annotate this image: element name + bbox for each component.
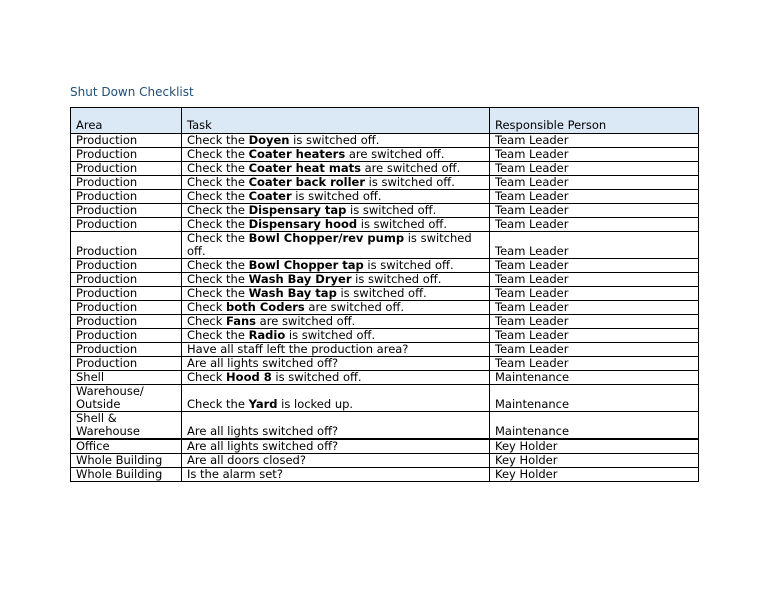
task-text: is locked up. (277, 397, 354, 411)
task-item-bold: Yard (248, 397, 278, 411)
cell-area: Whole Building (71, 468, 182, 482)
cell-responsible: Team Leader (490, 273, 699, 287)
cell-responsible: Maintenance (490, 412, 699, 440)
task-text: Is the alarm set? (187, 467, 283, 481)
cell-area: Production (71, 190, 182, 204)
cell-task (182, 190, 490, 204)
cell-area: Whole Building (71, 454, 182, 468)
table-row (71, 357, 699, 371)
task-text: is switched off. (285, 328, 376, 342)
cell-task (182, 357, 490, 371)
task-item-bold: Wash Bay Dryer (248, 272, 352, 286)
table-row (71, 232, 699, 259)
cell-task (182, 385, 490, 412)
cell-area: Production (71, 259, 182, 273)
task-text: is switched off. (187, 231, 472, 258)
table-row (71, 162, 699, 176)
task-item-bold: Coater heat mats (248, 161, 361, 175)
table-row (71, 412, 699, 440)
cell-area: Production (71, 343, 182, 357)
cell-task (182, 287, 490, 301)
cell-task (182, 454, 490, 468)
task-text: is switched off. (289, 133, 380, 147)
table-body (71, 134, 699, 482)
task-text: Have all staff left the production area? (187, 342, 409, 356)
task-text: is switched off. (271, 370, 362, 384)
cell-area: Production (71, 329, 182, 343)
task-text: are switched off. (304, 300, 405, 314)
table-row (71, 190, 699, 204)
cell-area: Shell (71, 371, 182, 385)
task-text: is switched off. (363, 258, 454, 272)
task-item-bold: Doyen (248, 133, 290, 147)
cell-responsible: Team Leader (490, 287, 699, 301)
task-item-bold: Coater (248, 189, 292, 203)
cell-responsible: Team Leader (490, 162, 699, 176)
table-row (71, 371, 699, 385)
task-text: Are all lights switched off? (187, 439, 339, 453)
table-row (71, 343, 699, 357)
table-row (71, 134, 699, 148)
table-row (71, 439, 699, 454)
cell-task (182, 148, 490, 162)
checklist-table (70, 107, 699, 482)
cell-area: Production (71, 357, 182, 371)
cell-responsible: Team Leader (490, 176, 699, 190)
task-item-bold: Hood 8 (226, 370, 272, 384)
task-text: Check the (187, 189, 249, 203)
cell-task (182, 204, 490, 218)
page-title: Shut Down Checklist (70, 85, 194, 99)
cell-responsible: Team Leader (490, 218, 699, 232)
cell-area: Production (71, 287, 182, 301)
task-text: Check the (187, 286, 249, 300)
cell-area: Production (71, 232, 182, 259)
cell-task (182, 315, 490, 329)
task-text: is switched off. (336, 286, 427, 300)
table-row (71, 468, 699, 482)
task-text: is switched off. (351, 272, 442, 286)
task-text: Check the (187, 397, 249, 411)
cell-area: Production (71, 204, 182, 218)
cell-responsible: Team Leader (490, 343, 699, 357)
cell-task (182, 232, 490, 259)
task-item-bold: Wash Bay tap (248, 286, 337, 300)
cell-responsible: Team Leader (490, 190, 699, 204)
table-row (71, 329, 699, 343)
cell-area: Production (71, 218, 182, 232)
table-header-row (71, 108, 699, 134)
task-text: Check the (187, 272, 249, 286)
cell-area: Production (71, 134, 182, 148)
cell-responsible: Maintenance (490, 371, 699, 385)
table-row (71, 287, 699, 301)
task-text: Check (187, 314, 227, 328)
column-header-responsible: Responsible Person (490, 108, 699, 134)
task-text: Check (187, 300, 227, 314)
cell-area: Production (71, 315, 182, 329)
cell-responsible: Team Leader (490, 301, 699, 315)
cell-task (182, 218, 490, 232)
task-item-bold: Dispensary tap (248, 203, 347, 217)
cell-task (182, 273, 490, 287)
cell-responsible: Team Leader (490, 134, 699, 148)
cell-responsible: Key Holder (490, 468, 699, 482)
table-row (71, 301, 699, 315)
task-text: Are all lights switched off? (187, 424, 339, 438)
cell-responsible: Key Holder (490, 439, 699, 454)
task-item-bold: both Coders (226, 300, 305, 314)
table-row (71, 148, 699, 162)
task-text: are switched off. (360, 161, 461, 175)
task-text: are switched off. (256, 314, 356, 328)
table-row (71, 454, 699, 468)
task-text: Check (187, 370, 227, 384)
cell-responsible: Key Holder (490, 454, 699, 468)
task-text: Check the (187, 217, 249, 231)
task-text: Check the (187, 133, 249, 147)
cell-task (182, 371, 490, 385)
table-row (71, 259, 699, 273)
task-text: Check the (187, 203, 249, 217)
cell-area: Production (71, 148, 182, 162)
task-text: Check the (187, 147, 249, 161)
task-text: are switched off. (345, 147, 445, 161)
cell-task (182, 412, 490, 440)
cell-area: Production (71, 176, 182, 190)
cell-responsible: Maintenance (490, 385, 699, 412)
task-item-bold: Dispensary hood (248, 217, 358, 231)
cell-responsible: Team Leader (490, 315, 699, 329)
cell-task (182, 301, 490, 315)
task-text: Are all doors closed? (187, 453, 306, 467)
task-text: Check the (187, 258, 249, 272)
task-item-bold: Fans (226, 314, 257, 328)
cell-responsible: Team Leader (490, 329, 699, 343)
task-item-bold: Bowl Chopper/rev pump (248, 231, 405, 245)
task-text: Are all lights switched off? (187, 356, 339, 370)
cell-area: Shell & Warehouse (71, 412, 182, 440)
task-text: Check the (187, 231, 249, 245)
cell-responsible: Team Leader (490, 148, 699, 162)
cell-responsible: Team Leader (490, 232, 699, 259)
task-text: is switched off. (365, 175, 455, 189)
cell-task (182, 343, 490, 357)
cell-area: Office (71, 439, 182, 454)
table-row (71, 218, 699, 232)
task-text: Check the (187, 175, 249, 189)
table-row (71, 315, 699, 329)
task-text: is switched off. (291, 189, 382, 203)
cell-task (182, 468, 490, 482)
cell-responsible: Team Leader (490, 357, 699, 371)
task-item-bold: Radio (248, 328, 286, 342)
cell-responsible: Team Leader (490, 259, 699, 273)
cell-task (182, 259, 490, 273)
task-item-bold: Bowl Chopper tap (248, 258, 364, 272)
task-item-bold: Coater heaters (248, 147, 346, 161)
column-header-area: Area (71, 108, 182, 134)
table-row (71, 385, 699, 412)
cell-task (182, 176, 490, 190)
table-row (71, 273, 699, 287)
cell-task (182, 162, 490, 176)
cell-task (182, 329, 490, 343)
table-row (71, 176, 699, 190)
cell-task (182, 134, 490, 148)
task-text: Check the (187, 328, 249, 342)
table-row (71, 204, 699, 218)
cell-area: Warehouse/ Outside (71, 385, 182, 412)
cell-responsible: Team Leader (490, 204, 699, 218)
cell-task (182, 439, 490, 454)
task-text: Check the (187, 161, 249, 175)
cell-area: Production (71, 301, 182, 315)
task-item-bold: Coater back roller (248, 175, 366, 189)
task-text: is switched off. (346, 203, 437, 217)
cell-area: Production (71, 273, 182, 287)
cell-area: Production (71, 162, 182, 176)
column-header-task: Task (182, 108, 490, 134)
task-text: is switched off. (357, 217, 447, 231)
